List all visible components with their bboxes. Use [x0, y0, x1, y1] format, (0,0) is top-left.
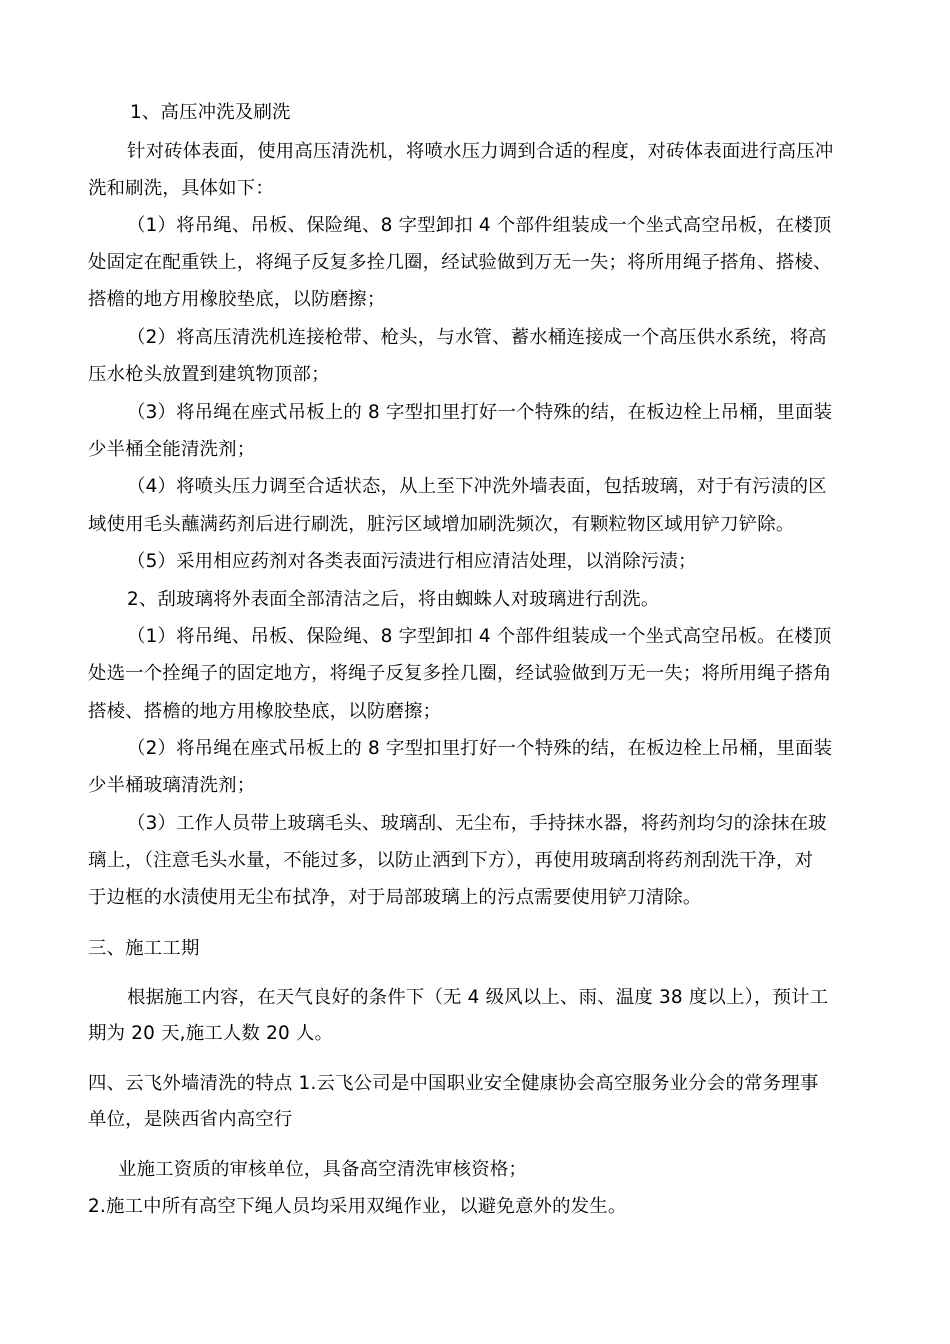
paragraph-line: 业施工资质的审核单位，具备高空清洗审核资格； — [118, 1159, 527, 1180]
step-line: （2）将高压清洗机连接枪带、枪头，与水管、蓄水桶连接成一个高压供水系统，将高 — [127, 327, 827, 348]
section-heading-schedule: 三、施工工期 — [88, 938, 200, 959]
paragraph-line: 根据施工内容，在天气良好的条件下（无 4 级风以上、雨、温度 38 度以上），预计工 — [127, 987, 829, 1008]
step-line: （3）将吊绳在座式吊板上的 8 字型扣里打好一个特殊的结，在板边栓上吊桶，里面装 — [127, 402, 833, 423]
step-line: （5）采用相应药剂对各类表面污渍进行相应清洁处理，以消除污渍； — [127, 551, 697, 572]
paragraph-line: 搭棱、搭檐的地方用橡胶垫底，以防磨擦； — [88, 701, 442, 722]
paragraph-line: 期为 20 天,施工人数 20 人。 — [88, 1023, 334, 1044]
step-line: （1）将吊绳、吊板、保险绳、8 字型卸扣 4 个部件组装成一个坐式高空吊板。在楼顶 — [127, 626, 832, 647]
paragraph-line: 域使用毛头蘸满药剂后进行刷洗，脏污区域增加刷洗频次，有颗粒物区域用铲刀铲除。 — [88, 514, 795, 535]
step-line: （4）将喷头压力调至合适状态，从上至下冲洗外墙表面，包括玻璃，对于有污渍的区 — [127, 476, 827, 497]
paragraph-line: 少半桶全能清洗剂； — [88, 439, 256, 460]
paragraph-line: 处选一个拴绳子的固定地方，将绳子反复多拴几圈，经试验做到万无一失；将所用绳子搭角 — [88, 663, 832, 684]
paragraph-line: 于边框的水渍使用无尘布拭净，对于局部玻璃上的污点需要使用铲刀清除。 — [88, 887, 702, 908]
paragraph-line: 压水枪头放置到建筑物顶部； — [88, 364, 330, 385]
paragraph-line: 处固定在配重铁上，将绳子反复多拴几圈，经试验做到万无一失；将所用绳子搭角、搭棱、 — [88, 252, 832, 273]
step-line: （3）工作人员带上玻璃毛头、玻璃刮、无尘布，手持抹水器，将药剂均匀的涂抹在玻 — [127, 813, 827, 834]
paragraph-line: 璃上，（注意毛头水量，不能过多，以防止洒到下方），再使用玻璃刮将药剂刮洗干净，对 — [88, 850, 814, 871]
paragraph-line: 2.施工中所有高空下绳人员均采用双绳作业，以避免意外的发生。 — [88, 1196, 627, 1217]
paragraph-line: 搭檐的地方用橡胶垫底，以防磨擦； — [88, 289, 386, 310]
paragraph-line: 少半桶玻璃清洗剂； — [88, 775, 256, 796]
step-line: （2）将吊绳在座式吊板上的 8 字型扣里打好一个特殊的结，在板边栓上吊桶，里面装 — [127, 738, 833, 759]
section-heading-features: 四、云飞外墙清洗的特点 1.云飞公司是中国职业安全健康协会高空服务业分会的常务理事 — [88, 1073, 819, 1094]
paragraph-line: 单位，是陕西省内高空行 — [88, 1109, 293, 1130]
paragraph-line: 洗和刷洗，具体如下： — [88, 178, 274, 199]
section-heading-high-pressure: 1、高压冲洗及刷洗 — [130, 102, 291, 123]
section-heading-glass-scraping: 2、刮玻璃将外表面全部清洁之后，将由蜘蛛人对玻璃进行刮洗。 — [127, 589, 660, 610]
paragraph-line: 针对砖体表面，使用高压清洗机，将喷水压力调到合适的程度，对砖体表面进行高压冲 — [127, 141, 834, 162]
step-line: （1）将吊绳、吊板、保险绳、8 字型卸扣 4 个部件组装成一个坐式高空吊板，在楼顶 — [127, 215, 832, 236]
